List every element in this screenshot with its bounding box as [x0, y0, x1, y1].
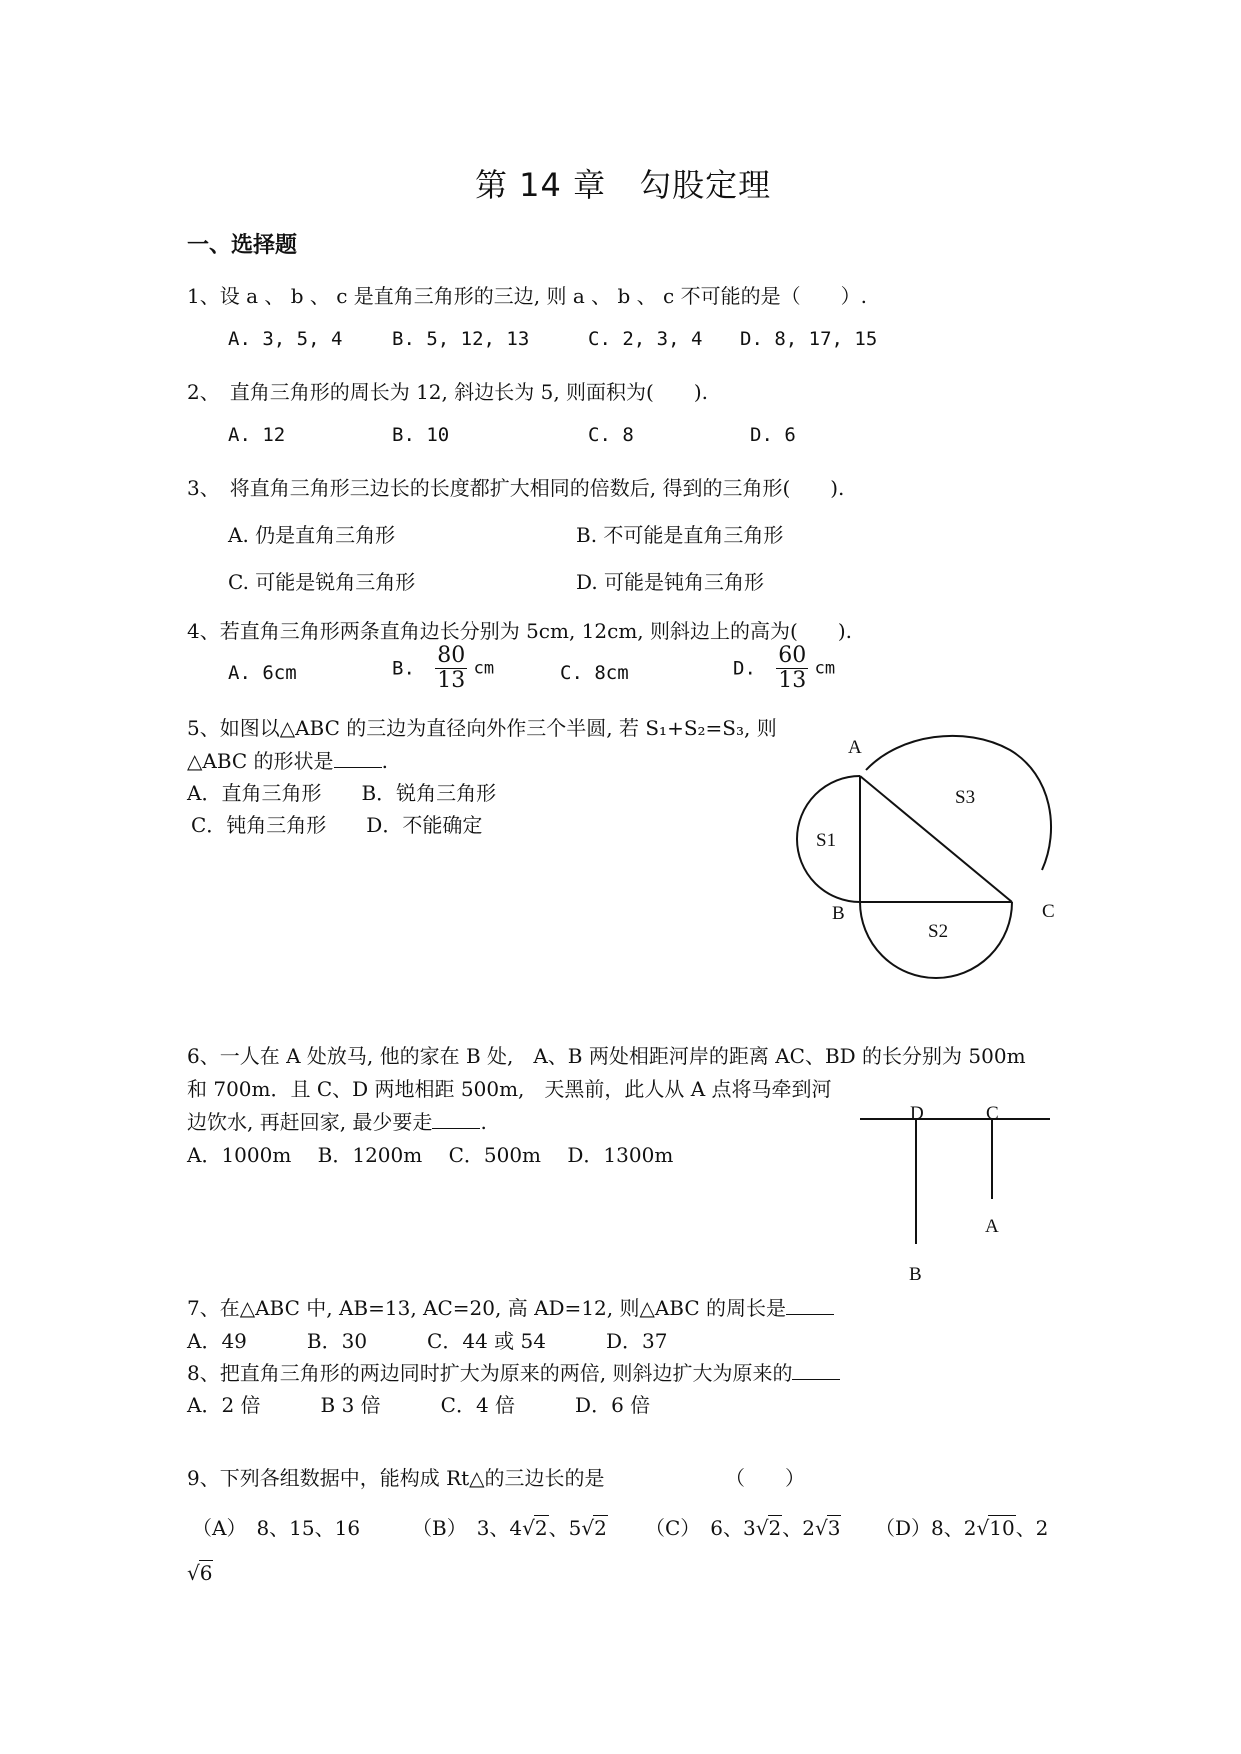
vertex-c-label: C — [1042, 901, 1055, 922]
question-5-figure — [790, 720, 1080, 990]
unit-label: cm — [814, 658, 836, 679]
answer-blank — [792, 1379, 840, 1380]
point-a-label: A — [985, 1216, 999, 1237]
question-4-option-b-label: B. — [392, 657, 415, 680]
vertex-a-label: A — [848, 737, 862, 758]
question-2-option-a: A. 12 — [228, 424, 286, 446]
option-c-text-2: 、2 — [782, 1516, 815, 1540]
area-s2-label: S2 — [928, 921, 949, 942]
sqrt-sign: √ — [522, 1516, 535, 1540]
option-b-text-1: （B） 3、4 — [412, 1516, 523, 1540]
question-4-option-d — [733, 644, 835, 693]
question-3-option-b: B. 不可能是直角三角形 — [576, 523, 784, 547]
section-heading: 一、选择题 — [187, 233, 298, 258]
option-d-text-1: （D）8、2 — [875, 1516, 977, 1540]
question-6-line-1: 6、一人在 A 处放马, 他的家在 B 处, A、B 两处相距河岸的距离 AC、BD 的长分别为 500m — [187, 1044, 1026, 1068]
question-8-options: A．2 倍 B 3 倍 C．4 倍 D．6 倍 — [187, 1393, 651, 1417]
question-3-option-d: D. 可能是钝角三角形 — [576, 570, 765, 594]
sqrt-sign: √ — [814, 1516, 828, 1540]
fraction-numerator: 60 — [778, 643, 807, 668]
question-1-option-c: C. 2, 3, 4 — [588, 328, 703, 350]
question-1-option-a: A. 3, 5, 4 — [228, 328, 343, 350]
question-7-stem-text: 7、在△ABC 中, AB=13, AC=20, 高 AD=12, 则△ABC 的周长是 — [187, 1296, 787, 1320]
side-ac — [860, 776, 1012, 902]
question-4-option-d-label: D. — [733, 657, 756, 680]
question-5-stem-line-2: △ABC 的形状是 . — [187, 749, 388, 773]
option-d-text-2: 、2 — [1015, 1516, 1049, 1540]
question-6-figure — [850, 1094, 1060, 1294]
sqrt-sign: √ — [187, 1561, 200, 1585]
question-8-stem-text: 8、把直角三角形的两边同时扩大为原来的两倍, 则斜边扩大为原来的 — [187, 1361, 793, 1385]
question-4-option-c: C. 8cm — [560, 662, 629, 684]
question-1-option-d: D. 8, 17, 15 — [740, 328, 878, 350]
fraction-denominator: 13 — [437, 668, 466, 694]
vertex-b-label: B — [832, 903, 845, 924]
question-6-line-3-text: 边饮水, 再赶回家, 最少要走 — [187, 1110, 433, 1134]
question-1-stem: 1、设 a 、 b 、 c 是直角三角形的三边, 则 a 、 b 、 c 不可能的是（ ）. — [187, 284, 867, 308]
question-4-option-a: A. 6cm — [228, 662, 297, 684]
radicand: 6 — [199, 1561, 213, 1585]
option-b-text-2: 、5 — [548, 1516, 582, 1540]
question-5-stem-text: △ABC 的形状是 — [187, 749, 334, 773]
page-title: 第 14 章 勾股定理 — [475, 166, 772, 204]
question-4-option-d-fraction — [776, 644, 808, 693]
question-1-option-b: B. 5, 12, 13 — [392, 328, 530, 350]
radicand: 2 — [594, 1516, 607, 1540]
question-9-option-a: （A） 8、15、16 — [192, 1516, 361, 1540]
question-8-stem — [187, 1357, 840, 1386]
fraction-denominator: 13 — [778, 668, 807, 694]
radicand: 2 — [768, 1516, 782, 1540]
question-9-option-d — [875, 1512, 1048, 1541]
question-2-option-d: D. 6 — [750, 424, 796, 446]
question-3-stem: 3、 将直角三角形三边长的长度都扩大相同的倍数后, 得到的三角形( ). — [187, 476, 845, 500]
sqrt-sign: √ — [581, 1516, 595, 1540]
radicand: 2 — [534, 1516, 548, 1540]
sqrt-sign: √ — [755, 1516, 769, 1540]
unit-label: cm — [473, 658, 495, 679]
question-9-stem: 9、下列各组数据中，能构成 Rt△的三边长的是 — [187, 1466, 605, 1490]
area-s1-label: S1 — [816, 830, 837, 851]
question-3-option-a: A. 仍是直角三角形 — [228, 523, 396, 547]
question-2-option-b: B. 10 — [392, 424, 450, 446]
question-5-stem-line-1: 5、如图以△ABC 的三边为直径向外作三个半圆, 若 S₁+S₂=S₃, 则 — [187, 716, 777, 740]
question-5-options-line-1: A．直角三角形 B．锐角三角形 — [187, 781, 497, 805]
question-2-option-c: C. 8 — [588, 424, 634, 446]
radicand: 10 — [989, 1516, 1015, 1540]
point-b-label: B — [909, 1264, 922, 1285]
question-7-options: A．49 B．30 C．44 或 54 D．37 — [187, 1329, 668, 1353]
radicand: 3 — [827, 1516, 841, 1540]
question-6-line-3: 边饮水, 再赶回家, 最少要走 . — [187, 1110, 487, 1134]
question-3-option-c: C. 可能是锐角三角形 — [228, 570, 416, 594]
question-6-options: A．1000m B．1200m C．500m D．1300m — [187, 1143, 674, 1167]
question-9-option-d-continued — [187, 1560, 213, 1585]
question-2-stem: 2、 直角三角形的周长为 12, 斜边长为 5, 则面积为( ). — [187, 380, 709, 404]
question-6-line-2: 和 700m．且 C、D 两地相距 500m, 天黑前，此人从 A 点将马牵到河 — [187, 1077, 832, 1101]
question-4-stem: 4、若直角三角形两条直角边长分别为 5cm, 12cm, 则斜边上的高为( ). — [187, 619, 852, 643]
question-4-option-b — [392, 644, 494, 693]
point-d-label: D — [910, 1103, 924, 1124]
question-9-option-b — [412, 1512, 608, 1541]
option-c-text-1: （C） 6、3 — [645, 1516, 756, 1540]
question-9-paren: （ ） — [725, 1466, 805, 1490]
question-7-stem — [187, 1292, 834, 1321]
area-s3-label: S3 — [955, 787, 976, 808]
question-9-option-c — [645, 1512, 841, 1541]
answer-blank — [786, 1314, 834, 1315]
question-5-options-line-2: C．钝角三角形 D．不能确定 — [191, 813, 483, 837]
answer-blank — [334, 767, 382, 768]
sqrt-sign: √ — [976, 1516, 990, 1540]
fraction-numerator: 80 — [437, 643, 466, 668]
point-c-label: C — [986, 1103, 999, 1124]
answer-blank — [432, 1128, 480, 1129]
question-4-option-b-fraction — [435, 644, 467, 693]
